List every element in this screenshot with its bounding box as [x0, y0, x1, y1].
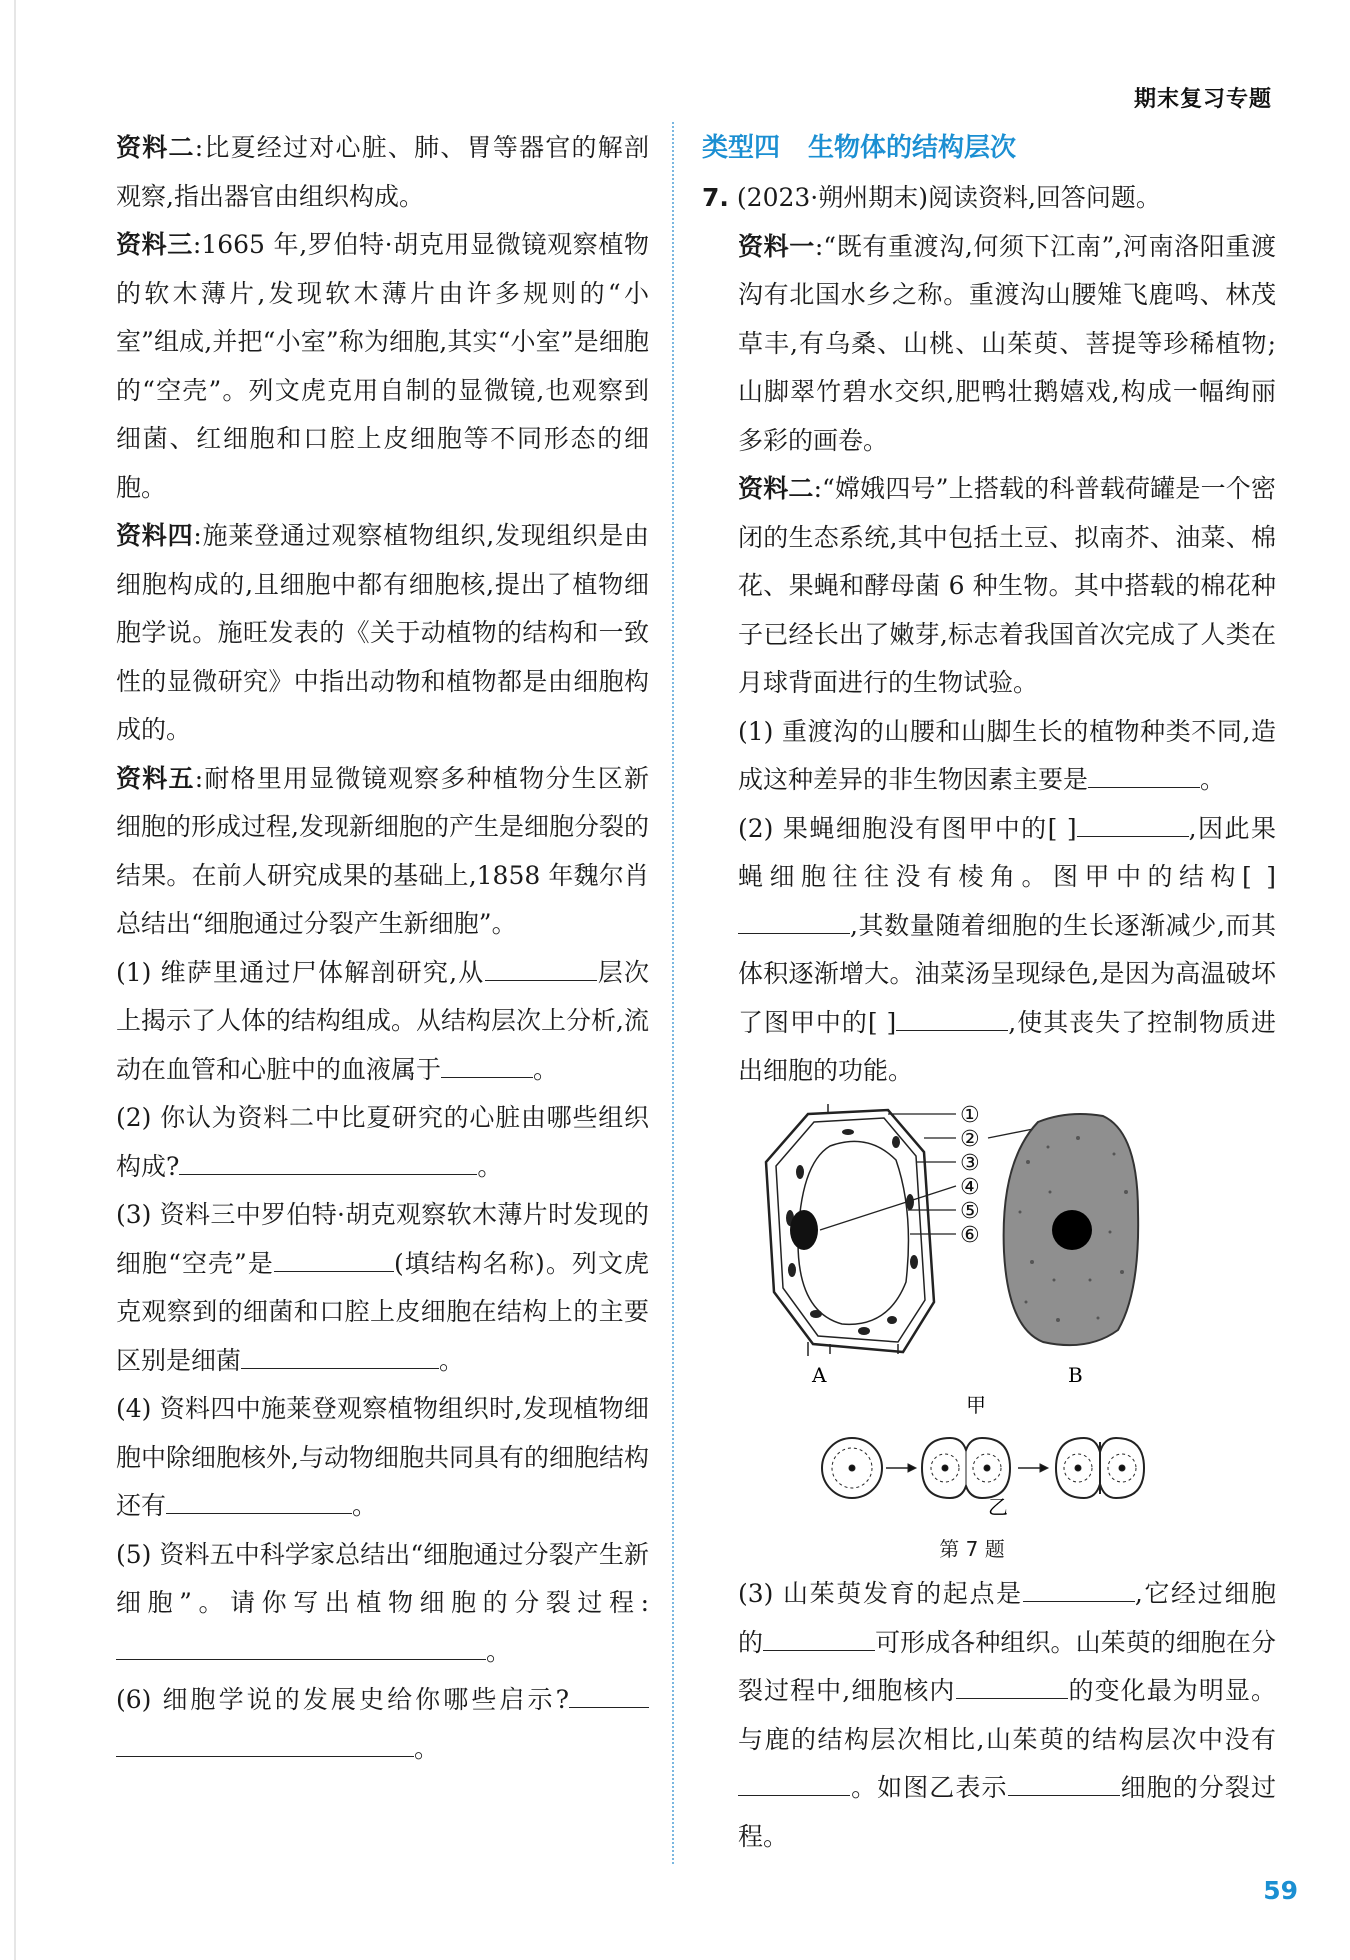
label-5: ⑤	[960, 1198, 980, 1224]
answer-blank[interactable]	[116, 1730, 414, 1757]
cell-division-sequence	[822, 1438, 1144, 1498]
question-6: (6) 细胞学说的发展史给你哪些启示?。	[116, 1676, 649, 1773]
column-divider	[672, 122, 674, 1864]
q7-part-1: (1) 重渡沟的山腰和山脚生长的植物种类不同,造成这种差异的非生物因素主要是 。	[738, 716, 1276, 794]
page-number: 59	[1263, 1876, 1298, 1905]
question-7-intro: 7. (2023·朔州期末)阅读资料,回答问题。	[702, 183, 1161, 212]
label-4: ④	[960, 1174, 980, 1200]
page-edge	[14, 0, 16, 1960]
answer-blank[interactable]	[1008, 1769, 1120, 1796]
answer-blank[interactable]	[1077, 810, 1189, 837]
question-3: (3) 资料三中罗伯特·胡克观察软木薄片时发现的细胞“空壳”是 (填结构名称)。列文虎克观察到的细菌和口腔上皮细胞在结构上的主要区别是细菌 。	[116, 1200, 650, 1375]
figure-caption: 第 7 题	[939, 1537, 1005, 1561]
plant-cell-a	[766, 1104, 934, 1356]
section-heading: 类型四 生物体的结构层次	[702, 133, 1017, 163]
answer-blank[interactable]	[166, 1487, 352, 1514]
answer-blank[interactable]	[1023, 1575, 1135, 1602]
cell-a-label: A	[812, 1362, 827, 1387]
left-column	[116, 124, 649, 1773]
answer-blank[interactable]	[956, 1672, 1068, 1699]
material-2: 资料二:比夏经过对心脏、肺、胃等器官的解剖观察,指出器官由组织构成。	[116, 133, 649, 211]
page-header: 期末复习专题	[1133, 87, 1272, 112]
answer-blank[interactable]	[763, 1624, 875, 1651]
q7-part-3: (3) 山茱萸发育的起点是 ,它经过细胞的 可形成各种组织。山茱萸的细胞在分裂过程中,细胞核内 的变化最为明显。与鹿的结构层次相比,山茱萸的结构层次中没有。如图乙表示 细胞的分裂过程。	[738, 1570, 1276, 1861]
answer-blank[interactable]	[241, 1342, 371, 1369]
cell-diagram-figure	[738, 1102, 1276, 1522]
material-2-right: 资料二:“嫦娥四号”上搭载的科普载荷罐是一个密闭的生态系统,其中包括土豆、拟南芥、油菜、棉花、果蝇和酵母菌 6 种生物。其中搭载的棉花种子已经长出了嫩芽,标志着我国首次完成了人类在月球背面进行的生物试验。	[738, 474, 1276, 697]
figure-jia-label: 甲	[966, 1392, 986, 1417]
answer-blank[interactable]	[116, 1633, 486, 1660]
right-column	[702, 124, 1276, 1861]
answer-blank[interactable]	[569, 1681, 649, 1708]
cell-b-label: B	[1068, 1362, 1083, 1387]
answer-blank[interactable]	[1088, 761, 1200, 788]
q7-part-2: (2) 果蝇细胞没有图甲中的[ ] ,因此果蝇细胞往往没有棱角。图甲中的结构[ ],其数量随着细胞的生长逐渐减少,而其体积逐渐增大。油菜汤呈现绿色,是因为高温破坏了图甲中的[ ] ,使其丧失了控制物质进出细胞的功能。	[738, 805, 1276, 1096]
answer-blank[interactable]	[738, 1769, 850, 1796]
material-1: 资料一:“既有重渡沟,何须下江南”,河南洛阳重渡沟有北国水乡之称。重渡沟山腰雉飞鹿鸣、林茂草丰,有乌桑、山桃、山茱萸、菩提等珍稀植物;山脚翠竹碧水交织,肥鸭壮鹅嬉戏,构成一幅绚丽多彩的画卷。	[738, 231, 1276, 455]
answer-blank[interactable]	[738, 907, 850, 934]
answer-blank[interactable]	[371, 1342, 439, 1369]
label-1: ①	[960, 1102, 980, 1128]
answer-blank[interactable]	[896, 1004, 1008, 1031]
label-2: ②	[960, 1126, 980, 1152]
question-1: (1) 维萨里通过尸体解剖研究,从 层次上揭示了人体的结构组成。从结构层次上分析,流动在血管和心脏中的血液属于 。	[116, 949, 649, 1095]
material-4: 资料四:施莱登通过观察植物组织,发现组织是由细胞构成的,且细胞中都有细胞核,提出了植物细胞学说。施旺发表的《关于动植物的结构和一致性的显微研究》中指出动物和植物都是由细胞构成的。	[116, 521, 649, 744]
question-5: (5) 资料五中科学家总结出“细胞通过分裂产生新细胞”。请你写出植物细胞的分裂过程:。	[116, 1539, 649, 1666]
answer-blank[interactable]	[441, 1051, 533, 1078]
question-4: (4) 资料四中施莱登观察植物组织时,发现植物细胞中除细胞核外,与动物细胞共同具有的细胞结构还有 。	[116, 1394, 649, 1520]
question-2: (2) 你认为资料二中比夏研究的心脏由哪些组织构成? 。	[116, 1103, 649, 1181]
figure-yi-label: 乙	[988, 1494, 1008, 1519]
answer-blank[interactable]	[485, 954, 597, 981]
answer-blank[interactable]	[274, 1245, 394, 1272]
material-3: 资料三:1665 年,罗伯特·胡克用显微镜观察植物的软木薄片,发现软木薄片由许多规则的“小室”组成,并把“小室”称为细胞,其实“小室”是细胞的“空壳”。列文虎克用自制的显微镜,也观察到细菌、红细胞和口腔上皮细胞等不同形态的细胞。	[116, 230, 649, 502]
material-5: 资料五:耐格里用显微镜观察多种植物分生区新细胞的形成过程,发现新细胞的产生是细胞分裂的结果。在前人研究成果的基础上,1858 年魏尔肖总结出“细胞通过分裂产生新细胞”。	[116, 763, 649, 938]
label-6: ⑥	[960, 1222, 980, 1248]
answer-blank[interactable]	[179, 1148, 477, 1175]
animal-cell-b	[1004, 1114, 1139, 1345]
label-3: ③	[960, 1150, 980, 1176]
